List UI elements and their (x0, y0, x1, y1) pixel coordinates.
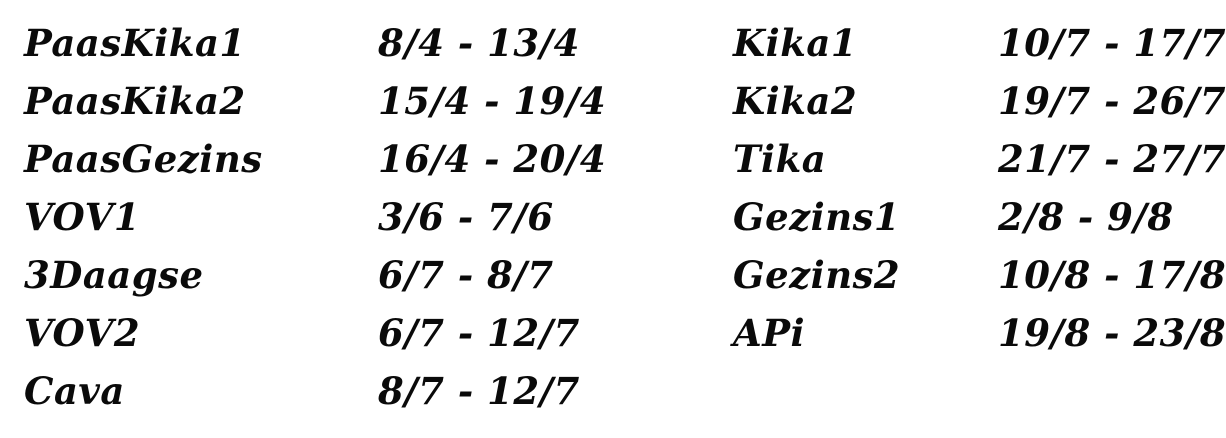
camp-name: Tika (733, 137, 827, 181)
schedule-row (733, 72, 1226, 130)
schedule-row (733, 246, 1226, 304)
camp-name: VOV1 (24, 195, 141, 239)
camp-name: Gezins1 (733, 195, 901, 239)
camp-name: APi (733, 311, 806, 355)
camp-name: PaasGezins (24, 137, 263, 181)
camp-dates: 3/6 - 7/6 (378, 195, 554, 239)
camp-name: Cava (24, 369, 125, 413)
schedule-row (733, 14, 1226, 72)
camp-name: 3Daagse (24, 253, 204, 297)
camp-dates: 8/7 - 12/7 (378, 369, 580, 413)
schedule-row (733, 304, 1226, 362)
camp-dates: 10/8 - 17/8 (998, 253, 1226, 297)
camp-dates: 19/7 - 26/7 (998, 79, 1226, 123)
schedule-column-left (24, 14, 606, 420)
camp-name: Kika2 (733, 79, 858, 123)
camp-name: VOV2 (24, 311, 141, 355)
schedule-row (733, 188, 1226, 246)
schedule-row (24, 246, 606, 304)
camp-name: Gezins2 (733, 253, 901, 297)
camp-dates: 19/8 - 23/8 (998, 311, 1226, 355)
camp-name: Kika1 (733, 21, 858, 65)
camp-dates: 2/8 - 9/8 (998, 195, 1174, 239)
camp-dates: 21/7 - 27/7 (998, 137, 1226, 181)
camp-dates: 8/4 - 13/4 (378, 21, 580, 65)
schedule-column-right (733, 14, 1226, 362)
schedule-row (24, 14, 606, 72)
schedule-row (24, 304, 606, 362)
schedule-row (24, 72, 606, 130)
camp-dates: 10/7 - 17/7 (998, 21, 1226, 65)
camp-dates: 6/7 - 8/7 (378, 253, 554, 297)
camp-dates: 15/4 - 19/4 (378, 79, 607, 123)
camp-name: PaasKika2 (24, 79, 246, 123)
camp-name: PaasKika1 (24, 21, 246, 65)
camp-dates: 6/7 - 12/7 (378, 311, 580, 355)
schedule-row (733, 130, 1226, 188)
schedule-row (24, 130, 606, 188)
schedule-row (24, 188, 606, 246)
schedule-row (24, 362, 606, 420)
camp-dates: 16/4 - 20/4 (378, 137, 607, 181)
